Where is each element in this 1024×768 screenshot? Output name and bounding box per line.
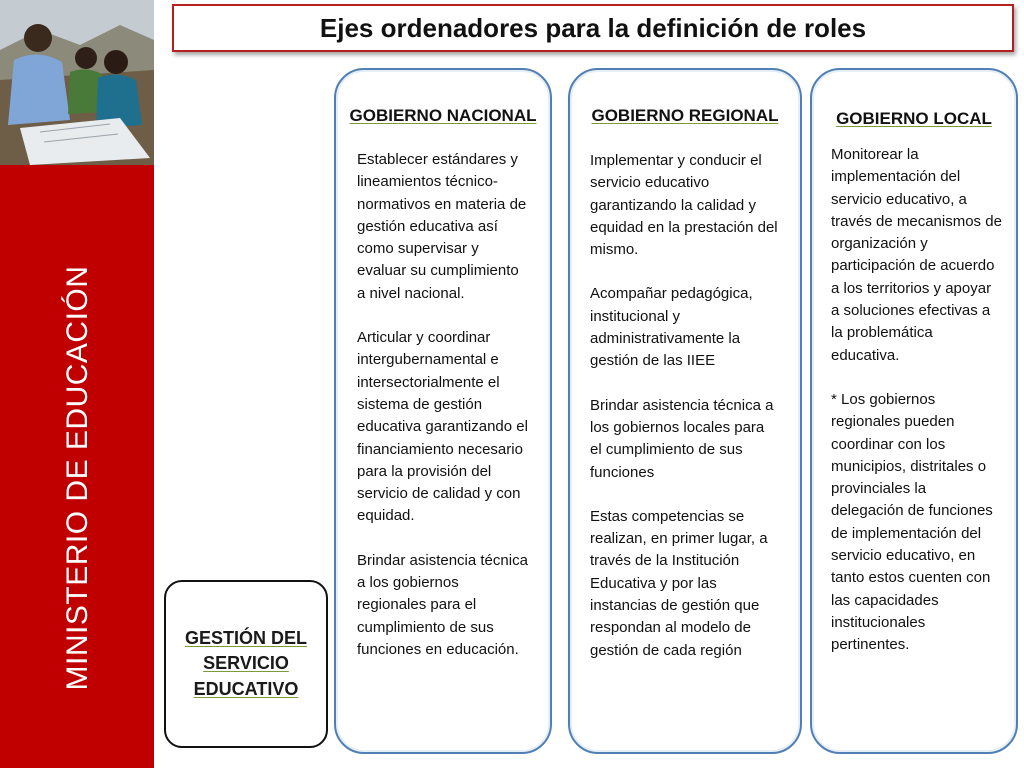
column-gobierno-regional: [568, 68, 802, 754]
paragraph: Monitorear la implementación del servicio educativo, a través de mecanismos de organización y participación de acuerdo a los territorios y apoyar a soluciones efectivas a la problemática educativa.: [831, 146, 1002, 364]
paragraph: Brindar asistencia técnica a los gobiernos locales para el cumplimiento de sus funciones: [590, 396, 774, 481]
ministry-title: MINISTERIO DE EDUCACIÓN: [61, 265, 94, 691]
paragraph: Articular y coordinar intergubernamental e intersectorialmente el sistema de gestión educativa garantizando el financiamiento necesario para la provisión del servicio de calidad y con equidad.: [357, 329, 528, 525]
column-body: [357, 149, 530, 661]
paragraph: * Los gobiernos regionales pueden coordinar con los municipios, distritales o provinciales la delegación de funciones de implementación del servicio educativo, en tanto estos cuenten con las capacidades institucionales pertinentes.: [831, 390, 993, 654]
page-title: Ejes ordenadores para la definición de roles: [319, 12, 867, 43]
gestion-label: GESTIÓN DEL SERVICIO EDUCATIVO: [184, 628, 307, 699]
paragraph: Establecer estándares y lineamientos técnico-normativos en materia de gestión educativa así como supervisar y evaluar su cumplimiento a nivel nacional.: [357, 151, 527, 302]
paragraph: Acompañar pedagógica, institucional y administrativamente la gestión de las IIEE: [590, 285, 753, 370]
paragraph: Implementar y conducir el servicio educativo garantizando la calidad y equidad en la prestación del mismo.: [590, 152, 778, 259]
column-body: [590, 150, 778, 662]
paragraph: Brindar asistencia técnica a los gobiernos regionales para el cumplimiento de sus funciones en educación.: [357, 551, 528, 658]
photo-illustration: [0, 0, 154, 165]
column-gobierno-nacional: [334, 68, 552, 754]
gestion-box: [164, 580, 328, 748]
paragraph: Estas competencias se realizan, en primer lugar, a través de la Institución Educativa y por las instancias de gestión que respondan al modelo de gestión de cada región: [590, 507, 768, 659]
title-box: [172, 4, 1014, 52]
column-heading: GOBIERNO REGIONAL: [591, 106, 779, 125]
column-heading: GOBIERNO LOCAL: [836, 109, 992, 128]
column-heading: GOBIERNO NACIONAL: [349, 106, 537, 125]
column-body: [831, 144, 1002, 657]
header-photo: [0, 0, 154, 165]
column-gobierno-local: [810, 68, 1018, 754]
